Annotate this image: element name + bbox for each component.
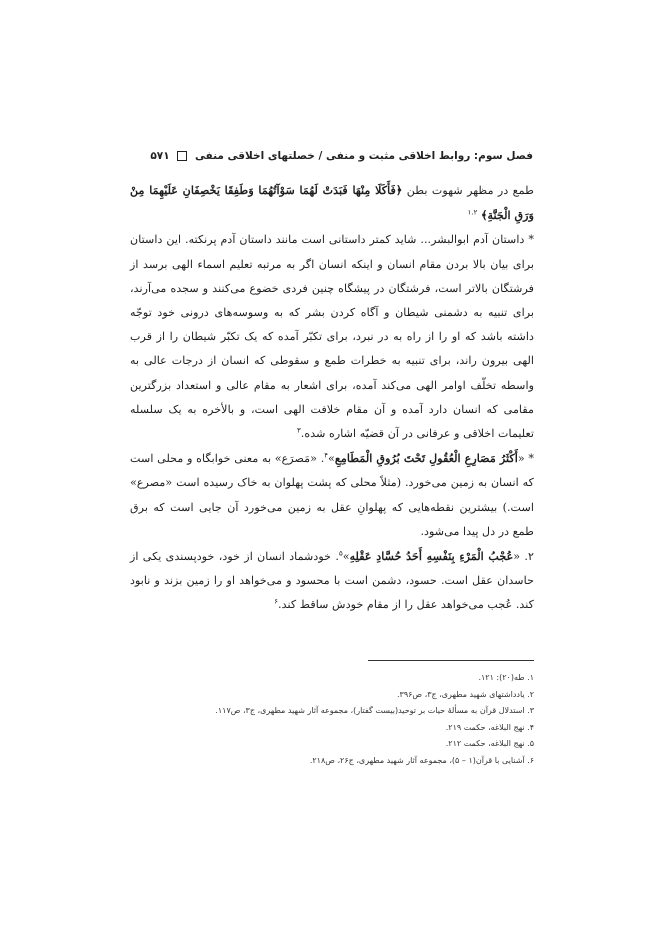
paragraph-1-lead: طمع در مظهر شهوت بطن [402, 184, 534, 197]
running-header [128, 150, 533, 162]
footnote: ۱. طه(۲۰): ۱۲۱. [478, 673, 534, 682]
paragraph-2-text: * داستان آدم ابوالبشر... شاید کمتر داستانی است مانند داستان آدم پرنکته. این داستان برای بیان بالا بردن مقام انسان و اینکه انسان اگر به مرتبه تعلیم اسماء الهی برسد از فرشتگان بالاتر است، فرشتگان در پیشگاه چنین فردی خضوع می‌کنند و سجده می‌آرند، برای تنبیه به دشمنی شیطان و آگاه کردن بشر که به وسوسه‌های درونی خود توجّه داشته باشد که او را از راه به در نبرد، برای تکبّر آمده که یک تکبّر شیطان را از قرب الهی بیرون راند، برای تنبیه به خطرات طمع و سقوطی که انسان از درجات عالی به واسطه تخلّف اوامر الهی می‌کند آمده، برای اشعار به مقام عالی و استعداد بزرگترین مقامی که انسان دارد آمده و آن مقام خلافت الهی است، و بالأخره به یک سلسله تعلیمات اخلاقی و عرفانی در آن قضیّه اشاره شده. [130, 233, 534, 441]
paragraph-4-text: . خودشماد انسان از خود، خودپسندی یکی از حاسدان عقل است. حسود، دشمن است با محسود و می‌خواهد او را زمین بزند و نابود کند. عُجب می‌خواهد عقل را از مقام خودش ساقط کند. [130, 550, 534, 612]
footnote: ۶. آشنایی با قرآن(۱ – ۵)، مجموعه آثار شهید مطهری، ج۲۶، ص۲۱۸. [309, 755, 534, 765]
paragraph-3 [130, 446, 534, 544]
paragraph-4 [130, 544, 534, 618]
running-title: فصل سوم: روابط اخلاقی مثبت و منفی / خصلتهای اخلاقی منفی [194, 150, 533, 162]
paragraph-3-open: * « [517, 452, 534, 466]
footnote-ref: ۳ [297, 426, 301, 435]
body-text [130, 178, 534, 618]
paragraph-2 [130, 228, 534, 446]
arabic-hadith: عُجْبُ الْمَرْءِ بِنَفْسِهِ أَحَدُ حُسَّادِ عَقْلِهِ [349, 549, 514, 564]
footnote: ۴. نهج البلاغه، حکمت ۲۱۹. [445, 722, 534, 732]
footnote-ref: ۴ [324, 451, 329, 460]
footnote-separator [368, 660, 534, 661]
footnote-ref: ۱.۲ [467, 208, 478, 217]
square-ornament-icon [177, 151, 187, 161]
footnote-ref: ۵ [338, 549, 343, 558]
paragraph-3-text: . «مَصرَع» به معنی خوابگاه و محلی است که انسان به زمین می‌خورد. (مثلاً محلی که پشت پهلوان به خاک رسیده است «مصرع» است.) بیشترین نقطه‌هایی که پهلوانِ عقل به زمین می‌خورد آن جایی است که برق طمع در دل پیدا می‌شود. [130, 452, 534, 538]
footnote: ۳. استدلال قرآن به مسألهٔ حیات بر توحید(بیست گفتار)، مجموعه آثار شهید مطهری، ج۳، ص۱۱۷. [215, 706, 534, 716]
arabic-hadith: أَكْثَرُ مَصَارِعِ الْعُقُولِ تَحْتَ بُرُوقِ الْمَطَامِعِ [334, 451, 518, 466]
footnote-ref: ۶ [274, 597, 279, 606]
paragraph-1 [130, 178, 534, 228]
paragraph-4-close: » [342, 550, 350, 564]
footnotes [130, 670, 534, 770]
footnote: ۵. نهج البلاغه، حکمت ۲۱۲. [445, 739, 534, 749]
paragraph-4-open: ۲. « [513, 550, 534, 564]
paragraph-3-close: » [328, 452, 335, 466]
footnote: ۲. یادداشتهای شهید مطهری، ج۳، ص۳۹۶. [396, 689, 534, 699]
page-number: ۵۷۱ [150, 150, 170, 162]
quran-verse: ﴿فَأَكَلَا مِنْهَا فَبَدَتْ لَهُمَا سَوْآتُهُمَا وَطَفِقَا يَخْصِفَانِ عَلَيْهِمَا مِنْ وَرَقِ الْجَنَّةِ﴾ [130, 183, 534, 223]
